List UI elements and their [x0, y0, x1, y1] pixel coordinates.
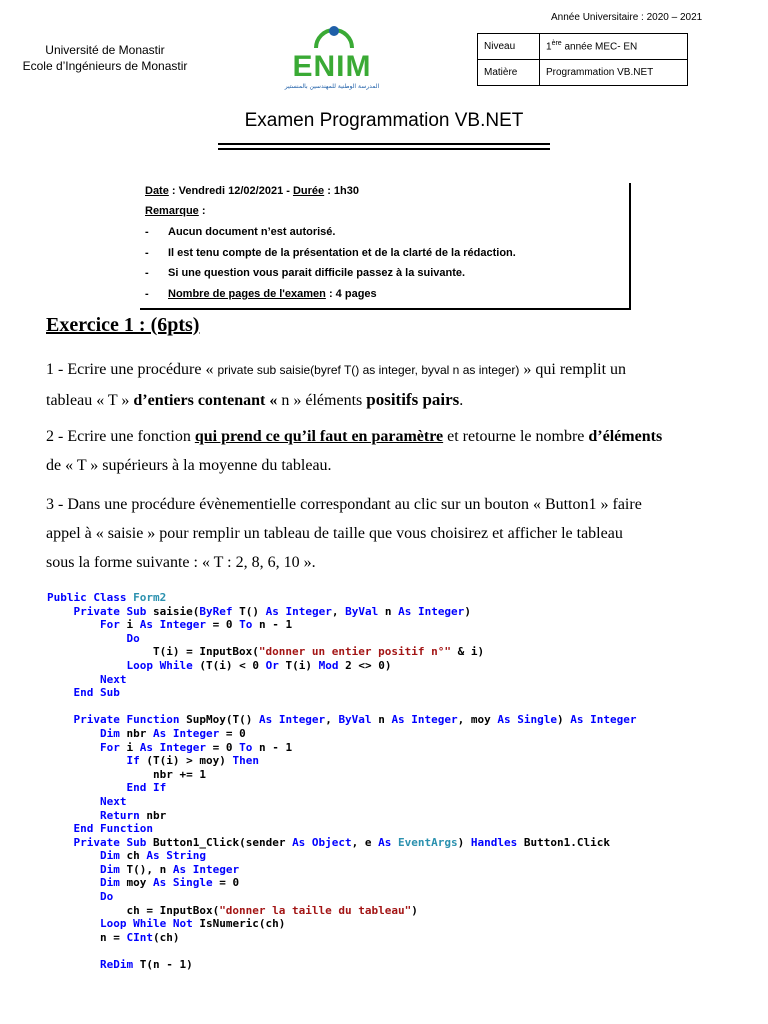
exam-title: Examen Programmation VB.NET [244, 110, 524, 131]
code-token: As Object [292, 835, 352, 849]
bullet-dash: - [145, 247, 149, 259]
code-line [47, 659, 737, 673]
code-token [47, 659, 126, 672]
remark-item: Si une question vous parait difficile passez à la suivante. [168, 267, 466, 279]
code-line [47, 741, 737, 755]
code-token: T() [239, 604, 266, 618]
code-token: ) [457, 835, 471, 849]
code-token: Public Class [47, 591, 134, 604]
code-token: End Function [73, 822, 153, 836]
code-token [47, 781, 126, 794]
code-line [47, 618, 737, 632]
code-token [47, 809, 100, 822]
code-token: For [99, 618, 127, 632]
code-line [47, 700, 737, 714]
code-token: Dim [99, 849, 127, 863]
code-token [47, 795, 100, 808]
code-token: Then [232, 754, 259, 768]
code-token: Private Function [73, 713, 187, 727]
code-token [47, 686, 74, 699]
code-token: , e [351, 835, 379, 849]
code-token: End If [126, 781, 167, 795]
code-token: nbr [146, 808, 167, 822]
remark-item: Aucun document n’est autorisé. [168, 226, 336, 238]
code-token: n - 1 [258, 740, 293, 754]
code-token [47, 605, 74, 618]
code-token: As Integer [265, 604, 332, 618]
code-token: Do [126, 631, 140, 645]
code-token: Dim [99, 726, 127, 740]
code-token: i [126, 740, 140, 754]
code-token: = 0 [225, 726, 246, 740]
code-token: As Integer [398, 604, 465, 618]
code-token [47, 917, 100, 930]
level-value: 1ère année MEC- EN [540, 34, 688, 60]
question-3-line1: 3 - Dans une procédure évènementielle correspondant au clic sur un bouton « Button1 » faire [46, 496, 642, 513]
table-row [478, 34, 688, 60]
code-token: nbr += 1 [47, 767, 206, 781]
title-divider [218, 143, 550, 145]
code-token: Or [265, 658, 286, 672]
question-2-line2: de « T » supérieurs à la moyenne du tableau. [46, 457, 332, 474]
remark-item-pages: Nombre de pages de l'examen : 4 pages [168, 288, 377, 300]
logo-text: ENIM [292, 50, 372, 83]
code-token: n = [47, 930, 127, 944]
code-token: Private Sub [73, 604, 153, 618]
code-token: SupMoy(T() [186, 713, 259, 727]
code-token: ) [411, 903, 418, 917]
remark-heading: Remarque : [145, 205, 206, 217]
code-token: Mod [318, 658, 346, 672]
code-token: (ch) [152, 930, 180, 944]
code-line [47, 632, 737, 646]
code-line [47, 781, 737, 795]
code-token: ) [557, 713, 571, 727]
code-token: ByVal [338, 713, 379, 727]
academic-year: Année Universitaire : 2020 – 2021 [551, 12, 703, 23]
code-token: Button1.Click [523, 835, 610, 849]
code-token: ch [126, 849, 147, 863]
table-row [478, 60, 688, 86]
code-token: Next [99, 794, 127, 808]
code-line [47, 605, 737, 619]
code-token [47, 727, 100, 740]
code-token: nbr [126, 726, 153, 740]
code-token [47, 863, 100, 876]
code-line [47, 754, 737, 768]
code-token: If [126, 754, 147, 768]
code-token: As Integer [172, 862, 240, 876]
code-token [47, 890, 100, 903]
code-token: IsNumeric(ch) [199, 917, 286, 931]
question-2-line1: 2 - Ecrire une fonction qui prend ce qu’il faut en paramètre et retourne le nombre d’éléments [46, 428, 663, 445]
code-token: T(i) [285, 658, 319, 672]
code-token: Return [99, 808, 147, 822]
code-line [47, 645, 737, 659]
exercise-title: Exercice 1 : (6pts) [46, 314, 200, 336]
code-token: T(n - 1) [139, 958, 193, 972]
code-token: ch = InputBox( [47, 903, 220, 917]
code-token: To [239, 618, 259, 632]
code-token: , moy [457, 713, 498, 727]
subject-value: Programmation VB.NET [540, 60, 688, 86]
code-token: As Single [152, 876, 220, 890]
code-token: ByRef [199, 604, 240, 618]
date-duration-line: Date : Vendredi 12/02/2021 - Durée : 1h30 [145, 185, 360, 197]
question-1 [46, 355, 726, 415]
code-token: i [126, 618, 140, 632]
code-token: n [378, 713, 392, 727]
code-token [47, 958, 100, 971]
code-line [47, 795, 737, 809]
code-token: Dim [99, 876, 127, 890]
code-token: As Integer [139, 740, 213, 754]
code-token: = 0 [212, 740, 240, 754]
code-token [47, 713, 74, 726]
code-token: saisie( [152, 604, 200, 618]
code-token: Do [99, 890, 114, 904]
code-token [47, 741, 100, 754]
enim-logo [276, 20, 388, 92]
logo-subtitle: المدرسة الوطنية للمهندسين بالمنستير [284, 83, 380, 90]
code-line [47, 822, 737, 836]
question-1-line1: 1 - Ecrire une procédure « private sub saisie(byref T() as integer, byval n as integer) » qui remplit un [46, 361, 627, 378]
code-token: Button1_Click(sender [152, 835, 293, 849]
code-token: As [378, 835, 399, 849]
code-token: Next [99, 672, 127, 686]
code-line [47, 904, 737, 918]
question-2 [46, 422, 726, 480]
bullet-dash: - [145, 267, 149, 279]
code-token: "donner un entier positif n°" [258, 645, 451, 659]
code-line [47, 876, 737, 890]
question-3-line3: sous la forme suivante : « T : 2, 8, 6, 10 ». [46, 554, 316, 571]
course-info-table [477, 33, 688, 86]
code-token: = 0 [212, 618, 240, 632]
code-line [47, 958, 737, 972]
bullet-dash: - [145, 288, 149, 300]
code-line [47, 944, 737, 958]
code-token: As Single [497, 713, 558, 727]
code-token: To [239, 740, 259, 754]
university-name: Université de Monastir [45, 43, 165, 57]
code-token: T(), n [126, 862, 173, 876]
code-line [47, 917, 737, 931]
code-token [47, 618, 100, 631]
code-token: n - 1 [258, 618, 293, 632]
code-token: Dim [99, 862, 127, 876]
code-line [47, 727, 737, 741]
code-line [47, 591, 737, 605]
level-key: Niveau [478, 34, 540, 60]
code-token [47, 754, 126, 767]
code-line [47, 849, 737, 863]
code-token: moy [126, 876, 153, 890]
code-token: (T(i) < 0 [199, 658, 266, 672]
university-block [0, 42, 210, 74]
code-token: Handles [470, 835, 524, 849]
code-token: ReDim [99, 958, 140, 972]
code-token: CInt [126, 930, 153, 944]
code-token: , [325, 713, 339, 727]
code-token [47, 876, 100, 889]
code-token: As Integer [152, 726, 226, 740]
code-line [47, 713, 737, 727]
bullet-dash: - [145, 226, 149, 238]
code-line [47, 673, 737, 687]
code-line [47, 768, 737, 782]
code-token: Loop While [126, 658, 200, 672]
code-token: For [99, 740, 127, 754]
code-token: & i) [450, 645, 485, 659]
code-line [47, 931, 737, 945]
code-line [47, 809, 737, 823]
code-token: ByVal [345, 604, 385, 618]
code-token: Form2 [133, 591, 167, 604]
code-token: "donner la taille du tableau" [219, 903, 412, 917]
code-token: As Integer [391, 713, 458, 727]
code-token: Private Sub [73, 835, 153, 849]
code-token: EventArgs [398, 835, 458, 849]
code-token: Loop While Not [99, 917, 200, 931]
code-token [47, 849, 100, 862]
code-line [47, 836, 737, 850]
code-token [47, 822, 74, 835]
code-line [47, 890, 737, 904]
remark-item: Il est tenu compte de la présentation et de la clarté de la rédaction. [168, 247, 516, 259]
code-token [47, 836, 74, 849]
code-token: As Integer [139, 618, 213, 632]
code-token: (T(i) > moy) [146, 754, 233, 768]
code-token: End Sub [73, 686, 120, 700]
code-token [47, 673, 100, 686]
school-name: Ecole d’Ingénieurs de Monastir [22, 59, 188, 73]
code-token [47, 632, 126, 645]
question-3-line2: appel à « saisie » pour remplir un tableau de taille que vous choisirez et afficher le tableau [46, 525, 623, 542]
code-token: = 0 [219, 876, 240, 890]
exam-remarks-box [140, 183, 631, 310]
title-divider [218, 148, 550, 150]
question-3 [46, 490, 726, 577]
code-line [47, 686, 737, 700]
code-token: T(i) = InputBox( [47, 645, 259, 659]
code-token: As Integer [570, 713, 637, 727]
code-token: , [331, 604, 346, 618]
code-token: As Integer [258, 713, 326, 727]
code-line [47, 863, 737, 877]
subject-key: Matière [478, 60, 540, 86]
question-1-line2: tableau « T » d’entiers contenant « n » éléments positifs pairs. [46, 390, 464, 409]
code-token: 2 <> 0) [345, 658, 392, 672]
vb-code-listing [47, 591, 737, 972]
code-token: n [384, 604, 399, 618]
code-token: As String [146, 849, 206, 863]
code-token: ) [464, 604, 471, 618]
